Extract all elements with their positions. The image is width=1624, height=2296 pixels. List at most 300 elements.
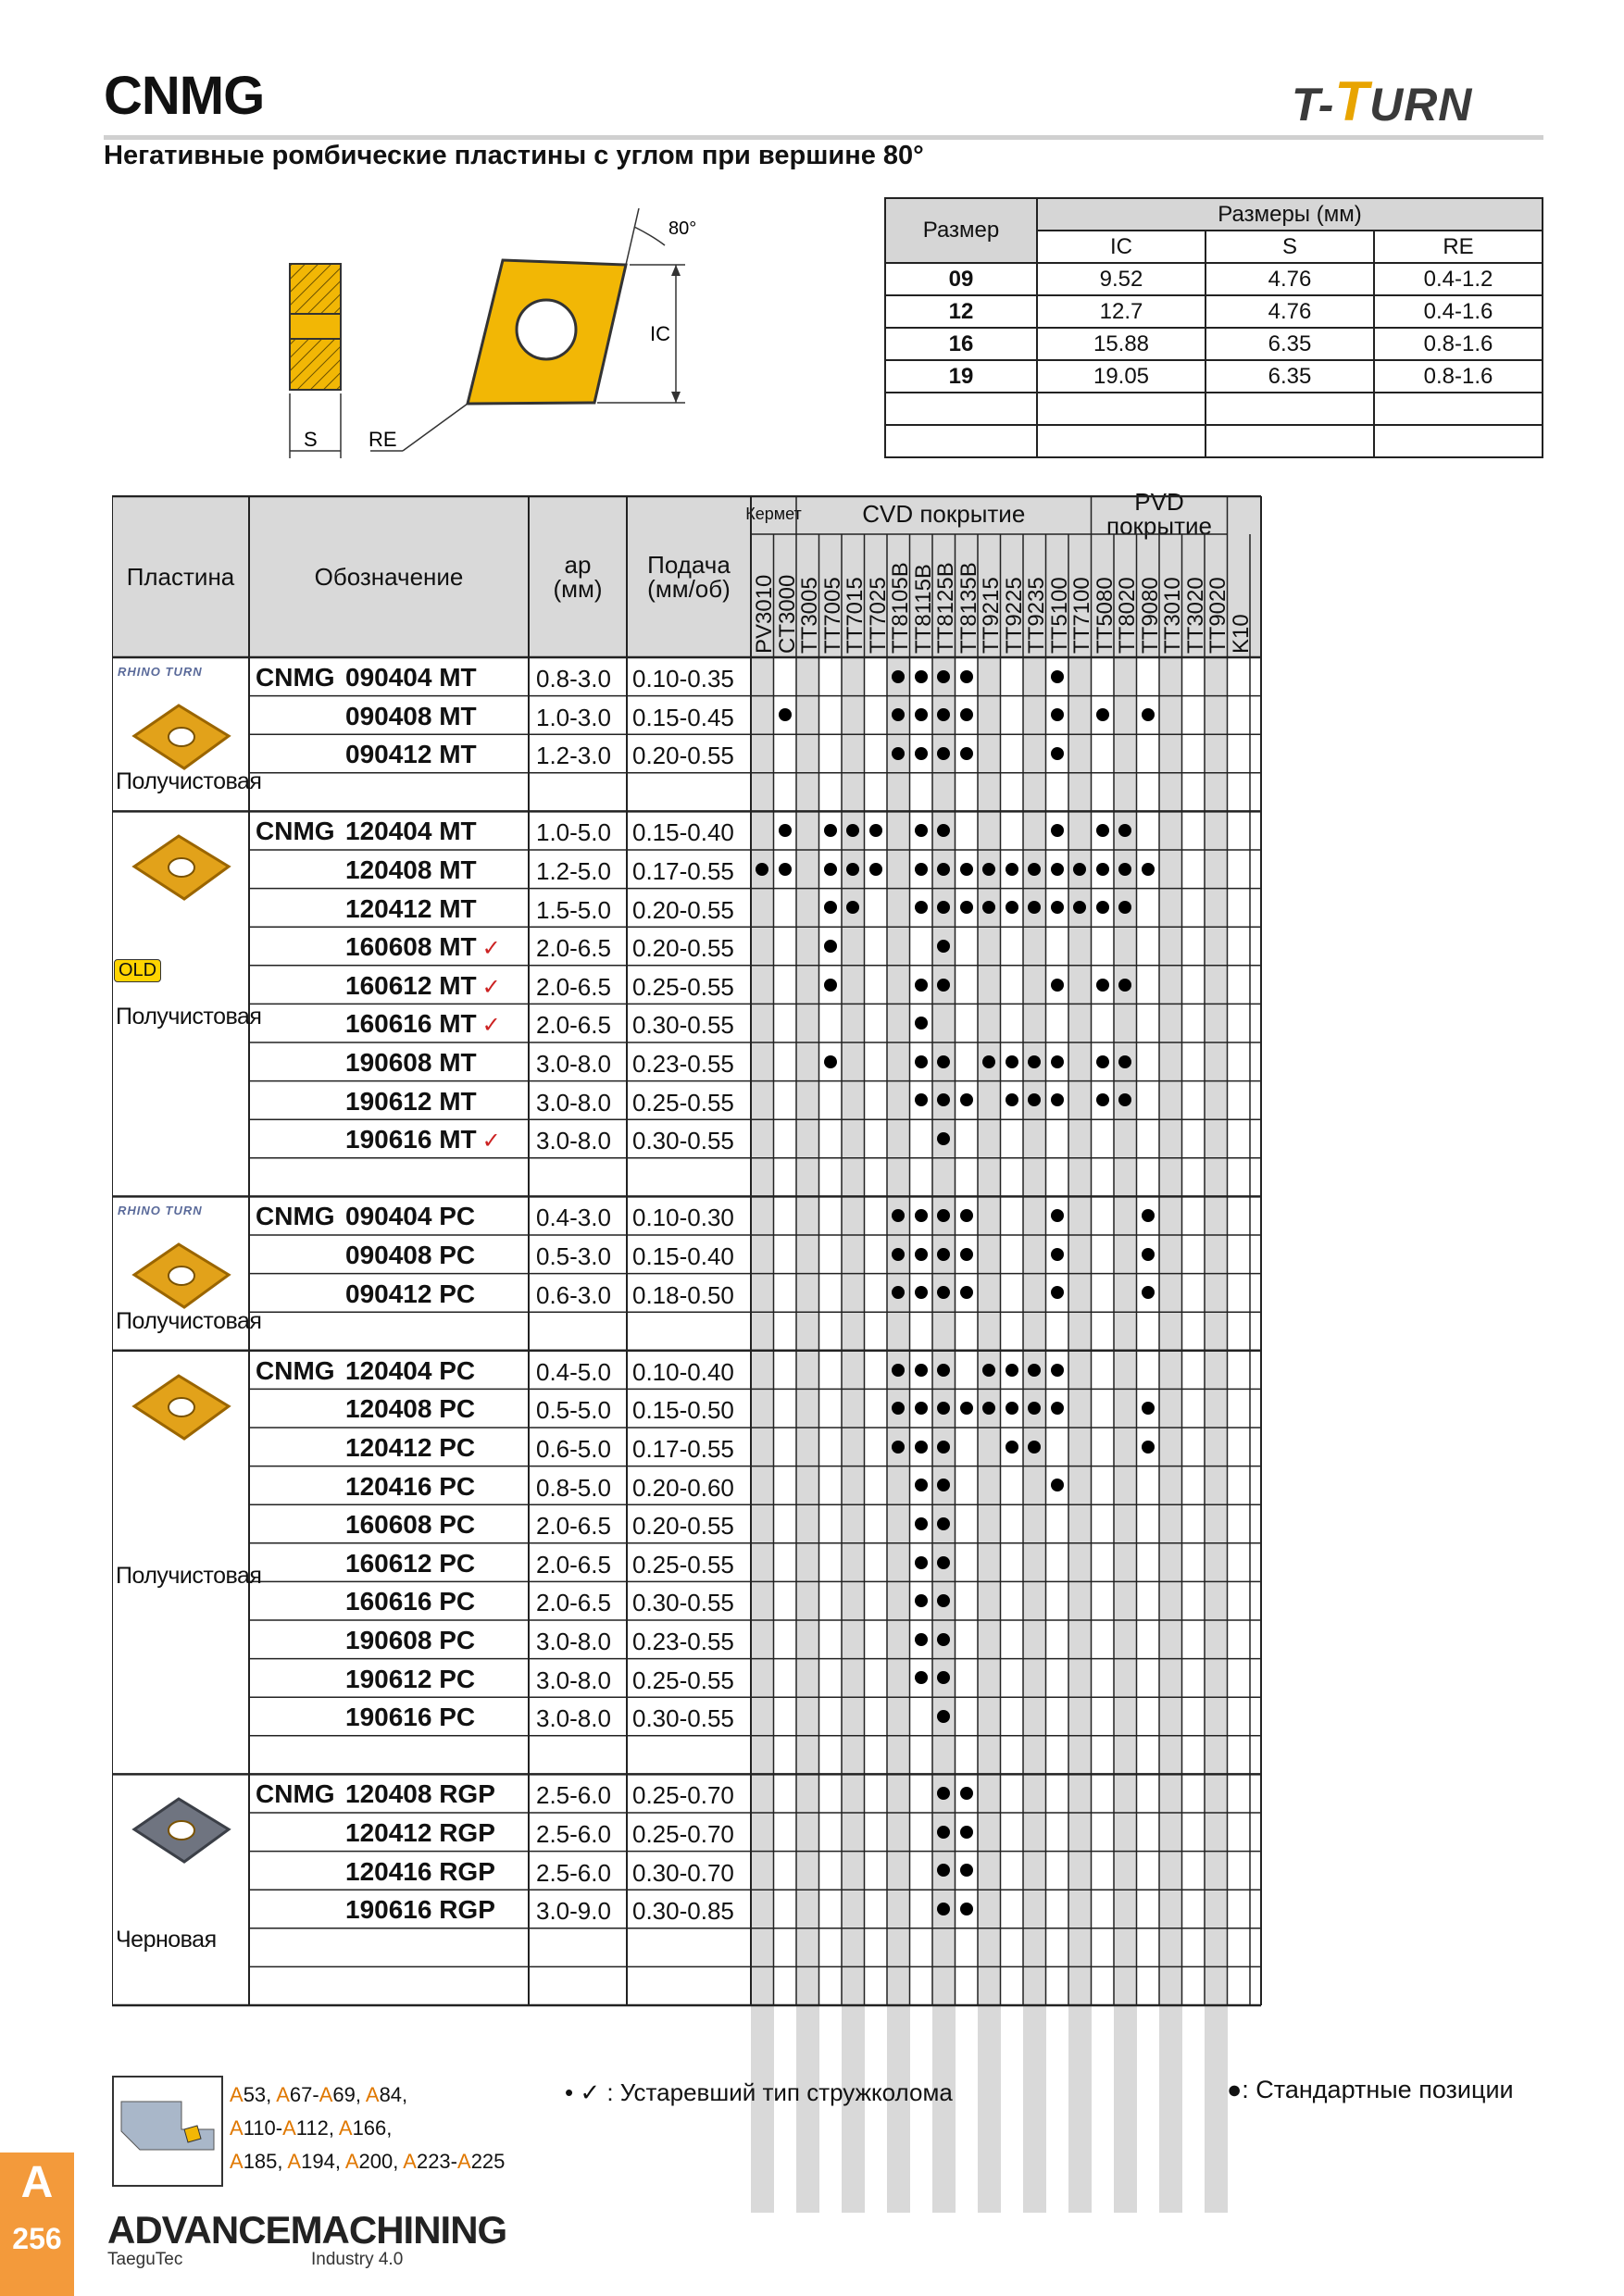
availability-dot (1142, 1402, 1155, 1415)
ap-value: 2.5-6.0 (536, 1781, 611, 1810)
old-badge: OLD (114, 959, 161, 982)
insert-code (345, 1087, 477, 1117)
ref-letter[interactable]: A (365, 2083, 380, 2106)
group-pvd-header: PVD покрытие (1106, 488, 1212, 540)
dim-value (1374, 425, 1543, 457)
side-view-hole (290, 314, 341, 339)
ic-label: IC (650, 322, 670, 345)
availability-dot (1006, 1055, 1018, 1068)
availability-dot (1051, 747, 1064, 760)
insert-code-text: 090408 MT (345, 701, 477, 730)
grade-tt8135b: TT8135B (956, 562, 981, 654)
ref-letter[interactable]: A (230, 2083, 244, 2106)
ap-value: 2.0-6.5 (536, 1550, 611, 1578)
insert-code-text: 190612 MT (345, 1086, 477, 1116)
logo-part-2: T (1334, 70, 1370, 132)
ref-separator: , (334, 2150, 345, 2173)
code-prefix: CNMG (256, 1779, 335, 1809)
ref-page[interactable]: 110 (243, 2116, 276, 2140)
insert-code (345, 1433, 475, 1463)
availability-dot (915, 747, 928, 760)
ap-value: 0.4-5.0 (536, 1357, 611, 1386)
dim-value (1206, 425, 1374, 457)
availability-dot (1051, 1055, 1064, 1068)
ref-separator: - (275, 2116, 283, 2140)
grade-tt8105b: TT8105B (888, 562, 913, 654)
insert-code (345, 817, 477, 846)
insert-code-text: 190612 PC (345, 1664, 476, 1693)
availability-dot (1142, 1209, 1155, 1222)
grade-ct3000: CT3000 (774, 574, 800, 654)
insert-code (345, 932, 501, 962)
insert-code (345, 1779, 495, 1809)
dim-value: 15.88 (1037, 328, 1206, 360)
insert-image (116, 1788, 245, 1899)
availability-dot (1142, 863, 1155, 876)
insert-code (345, 1472, 475, 1502)
angle-label: 80° (668, 218, 697, 239)
feed-value: 0.30-0.55 (632, 1704, 734, 1733)
ap-value: 2.5-6.0 (536, 1820, 611, 1848)
ref-page[interactable]: 166 (352, 2116, 387, 2140)
group-cermet-header: Кермет (745, 505, 802, 523)
page-title: CNMG (104, 66, 265, 126)
ap-value: 0.8-5.0 (536, 1473, 611, 1502)
availability-dot (779, 863, 792, 876)
ap-value: 3.0-8.0 (536, 1050, 611, 1078)
dim-size (885, 425, 1037, 457)
col-insert-header: Пластина (126, 562, 235, 591)
insert-code (345, 1125, 501, 1154)
availability-dot (824, 940, 837, 953)
obsolete-check-icon: ✓ (481, 1129, 501, 1154)
availability-dot (779, 824, 792, 837)
grade-tt9020: TT9020 (1206, 577, 1230, 654)
availability-dot (960, 1826, 973, 1839)
insert-code-text: 120416 RGP (345, 1856, 495, 1886)
feed-value: 0.30-0.85 (632, 1897, 734, 1926)
brand-sub-left: TaeguTec (107, 2250, 183, 2269)
availability-dot (915, 1248, 928, 1261)
insert-code (345, 1356, 475, 1386)
ref-line (230, 2145, 505, 2178)
availability-dot (960, 670, 973, 683)
insert-code-text: 190616 PC (345, 1703, 476, 1732)
ap-value: 1.0-3.0 (536, 703, 611, 731)
ref-separator: , (355, 2083, 366, 2106)
grade-tt3005: TT3005 (797, 577, 822, 654)
feed-value: 0.30-0.55 (632, 1589, 734, 1617)
feed-value: 0.25-0.70 (632, 1781, 734, 1810)
availability-dot (915, 1441, 928, 1454)
availability-dot (937, 1633, 950, 1646)
availability-dot (1051, 1402, 1064, 1415)
availability-dot (1028, 1364, 1041, 1377)
insert-code (345, 1279, 475, 1309)
feed-value: 0.25-0.55 (632, 1550, 734, 1578)
availability-dot (982, 863, 995, 876)
availability-dot (1028, 1055, 1041, 1068)
feed-value: 0.15-0.50 (632, 1396, 734, 1425)
availability-dot (1142, 1248, 1155, 1261)
grade-tt3010: TT3010 (1160, 577, 1185, 654)
availability-dot (1051, 863, 1064, 876)
grade-tt8125b: TT8125B (933, 562, 958, 654)
insert-code-text: 160612 MT (345, 970, 477, 1000)
section-letter: A (20, 2158, 54, 2207)
feed-value: 0.23-0.55 (632, 1628, 734, 1655)
ref-separator: - (450, 2150, 457, 2173)
feed-value: 0.10-0.30 (632, 1204, 734, 1232)
col-re: RE (1374, 231, 1543, 263)
feed-value: 0.20-0.55 (632, 895, 734, 924)
dim-value: 19.05 (1037, 360, 1206, 393)
dim-value: 9.52 (1037, 263, 1206, 295)
ref-separator: , (402, 2083, 408, 2106)
ref-letter[interactable]: A (287, 2150, 302, 2173)
ap-value: 3.0-9.0 (536, 1897, 611, 1926)
dim-value: 12.7 (1037, 295, 1206, 328)
dim-size: 16 (885, 328, 1037, 360)
grade-tt7005: TT7005 (819, 577, 845, 654)
availability-dot (846, 863, 859, 876)
ap-value: 2.0-6.5 (536, 1011, 611, 1040)
availability-dot (1142, 1441, 1155, 1454)
insert-code-text: 190608 MT (345, 1048, 477, 1077)
ref-page[interactable]: 53 (243, 2083, 267, 2106)
feed-value: 0.10-0.35 (632, 665, 734, 693)
col-designation-header: Обозначение (314, 562, 464, 591)
grade-tt8020: TT8020 (1115, 577, 1140, 654)
col-s: S (1206, 231, 1374, 263)
availability-dot (937, 1556, 950, 1569)
feed-value: 0.23-0.55 (632, 1050, 734, 1078)
availability-dot (915, 863, 928, 876)
insert-code (345, 1241, 475, 1270)
insert-code-text: 090412 MT (345, 740, 477, 769)
insert-hole (517, 300, 576, 359)
rhino-turn-logo: RHINO TURN (118, 1204, 203, 1218)
insert-code (345, 1665, 475, 1694)
insert-code-text: 190616 MT (345, 1125, 477, 1154)
ref-separator: , (393, 2150, 404, 2173)
advance-machining-logo: ADVANCEMACHINING (107, 2208, 507, 2252)
insert-code (345, 1394, 475, 1424)
insert-code-text: 120412 PC (345, 1433, 476, 1462)
availability-dot (1006, 1441, 1018, 1454)
ap-value: 0.5-5.0 (536, 1396, 611, 1425)
availability-dot (1073, 863, 1086, 876)
availability-dot (892, 670, 905, 683)
grade-tt9235: TT9235 (1024, 577, 1049, 654)
ref-page[interactable]: 200 (358, 2150, 394, 2173)
insert-code (345, 1048, 477, 1078)
insert-code (345, 663, 477, 693)
dim-value: 0.8-1.6 (1374, 360, 1543, 393)
availability-dot (915, 670, 928, 683)
insert-code-text: 090408 PC (345, 1241, 476, 1269)
logo-part-3: URN (1369, 79, 1473, 131)
col-feed-header: Подача (мм/об) (647, 550, 731, 603)
feed-value: 0.30-0.70 (632, 1858, 734, 1887)
ref-separator: , (386, 2116, 393, 2140)
ap-value: 1.0-5.0 (536, 818, 611, 847)
availability-dot (982, 1055, 995, 1068)
availability-dot (915, 1402, 928, 1415)
ref-letter[interactable]: A (230, 2116, 244, 2140)
ref-line (230, 2112, 505, 2145)
dim-value (1037, 425, 1206, 457)
ref-page[interactable]: 185 (243, 2150, 278, 2173)
dim-row (885, 393, 1543, 425)
ref-letter[interactable]: A (319, 2083, 333, 2106)
ap-value: 2.0-6.5 (536, 934, 611, 963)
availability-dot (824, 1055, 837, 1068)
insert-code-text: 120408 MT (345, 855, 477, 884)
code-prefix: CNMG (256, 1202, 335, 1231)
availability-dot (1096, 1055, 1109, 1068)
insert-code-text: 120408 RGP (345, 1779, 495, 1809)
availability-dot (824, 979, 837, 992)
availability-dot (1118, 1055, 1131, 1068)
machining-type-label: Черновая (116, 1927, 217, 1953)
feed-value: 0.20-0.55 (632, 742, 734, 770)
ref-page[interactable]: 194 (301, 2150, 335, 2173)
availability-dot (937, 863, 950, 876)
ref-page[interactable]: 69 (332, 2083, 356, 2106)
availability-dot (960, 1402, 973, 1415)
insert-grid (112, 488, 1543, 2069)
dim-row (885, 360, 1543, 393)
insert-code (345, 740, 477, 769)
insert-code-text: 120412 MT (345, 893, 477, 923)
feed-value: 0.20-0.55 (632, 934, 734, 963)
ap-value: 0.8-3.0 (536, 665, 611, 693)
ap-value: 0.6-5.0 (536, 1435, 611, 1463)
availability-dot (824, 863, 837, 876)
header-rule (104, 135, 1543, 140)
ap-value: 3.0-8.0 (536, 1088, 611, 1117)
grade-tt5100: TT5100 (1046, 577, 1072, 654)
ref-page[interactable]: 67 (289, 2083, 313, 2106)
dim-value: 6.35 (1206, 360, 1374, 393)
feed-value: 0.17-0.55 (632, 1435, 734, 1463)
insert-code (345, 1895, 495, 1925)
dimensions-table (884, 197, 1543, 458)
ref-letter[interactable]: A (338, 2116, 353, 2140)
toolholder-thumbnail (112, 2076, 223, 2187)
ref-letter[interactable]: A (344, 2150, 359, 2173)
availability-dot (915, 979, 928, 992)
feed-value: 0.25-0.55 (632, 1666, 734, 1694)
obsolete-check-icon: ✓ (481, 1013, 501, 1039)
insert-drawing (269, 208, 713, 477)
availability-dot (937, 1055, 950, 1068)
insert-code-text: 120404 PC (345, 1355, 476, 1385)
code-prefix: CNMG (256, 817, 335, 846)
insert-code (345, 1587, 475, 1616)
ap-value: 0.6-3.0 (536, 1280, 611, 1309)
insert-code (345, 1510, 475, 1540)
insert-code (345, 1857, 495, 1887)
tturn-logo (1292, 69, 1472, 133)
ref-letter[interactable]: A (457, 2150, 471, 2173)
availability-dot (960, 1903, 973, 1915)
availability-dot (960, 747, 973, 760)
grade-tt3020: TT3020 (1182, 577, 1208, 654)
dim-size: 12 (885, 295, 1037, 328)
page-references (230, 2078, 505, 2178)
ref-separator: - (312, 2083, 319, 2106)
size-header: Размер (885, 198, 1037, 263)
grade-tt7015: TT7015 (843, 577, 868, 654)
feed-value: 0.30-0.55 (632, 1011, 734, 1040)
insert-code (345, 971, 501, 1001)
dim-value (1374, 393, 1543, 425)
feed-value: 0.15-0.40 (632, 1242, 734, 1270)
availability-dot (1051, 979, 1064, 992)
insert-code-text: 120408 PC (345, 1394, 476, 1424)
insert-code (345, 702, 477, 731)
re-label: RE (369, 428, 397, 451)
obsolete-check-icon: ✓ (481, 936, 501, 962)
col-ic: IC (1037, 231, 1206, 263)
legend-standard: ●: Стандартные позиции (1227, 2076, 1514, 2103)
ref-letter[interactable]: A (276, 2083, 290, 2106)
availability-dot (1118, 863, 1131, 876)
insert-code (345, 894, 477, 924)
feed-value: 0.20-0.55 (632, 1512, 734, 1541)
legend-obsolete: • ✓ : Устаревший тип стружколома (565, 2078, 953, 2106)
s-label: S (304, 428, 318, 451)
availability-dot (937, 979, 950, 992)
feed-value: 0.15-0.40 (632, 818, 734, 847)
insert-code (345, 1626, 475, 1655)
availability-dot (1051, 1248, 1064, 1261)
grade-tt7100: TT7100 (1069, 577, 1094, 654)
ref-letter[interactable]: A (282, 2116, 296, 2140)
insert-image (116, 1365, 245, 1476)
feed-value: 0.30-0.55 (632, 1127, 734, 1155)
ap-value: 2.5-6.0 (536, 1858, 611, 1887)
machining-type-label: Получистовая (116, 768, 262, 795)
availability-dot (892, 1248, 905, 1261)
insert-code (345, 1202, 475, 1231)
ref-page[interactable]: 225 (470, 2150, 506, 2173)
availability-dot (1006, 863, 1018, 876)
insert-code-text: 160608 MT (345, 932, 477, 962)
availability-dot (1006, 1402, 1018, 1415)
ap-value: 3.0-8.0 (536, 1666, 611, 1694)
ap-value: 2.0-6.5 (536, 1589, 611, 1617)
feed-value: 0.25-0.55 (632, 972, 734, 1001)
availability-dot (1051, 1364, 1064, 1377)
insert-code-text: 120404 MT (345, 817, 477, 846)
dim-size: 19 (885, 360, 1037, 393)
ref-line (230, 2078, 505, 2112)
availability-dot (960, 1787, 973, 1800)
ref-letter[interactable]: A (403, 2150, 417, 2173)
dim-value (1037, 393, 1206, 425)
ref-page[interactable]: 112 (295, 2116, 329, 2140)
dim-value (1206, 393, 1374, 425)
side-view-bottom (290, 339, 341, 390)
availability-dot (1096, 824, 1109, 837)
ap-value: 2.0-6.5 (536, 1512, 611, 1541)
availability-dot (915, 1017, 928, 1029)
ref-letter[interactable]: A (230, 2150, 244, 2173)
grade-tt9225: TT9225 (1001, 577, 1027, 654)
insert-code (345, 1549, 475, 1578)
ap-value: 3.0-8.0 (536, 1704, 611, 1733)
insert-code-text: 090412 PC (345, 1279, 476, 1308)
feed-value: 0.25-0.55 (632, 1088, 734, 1117)
availability-dot (869, 824, 882, 837)
ap-value: 1.5-5.0 (536, 895, 611, 924)
availability-dot (937, 670, 950, 683)
availability-dot (1051, 670, 1064, 683)
feed-value: 0.17-0.55 (632, 857, 734, 885)
availability-dot (915, 1594, 928, 1607)
insert-code-text: 190616 RGP (345, 1895, 495, 1925)
insert-code (345, 855, 477, 885)
availability-dot (1118, 979, 1131, 992)
insert-code-text: 160608 PC (345, 1510, 476, 1540)
ref-page[interactable]: 84 (379, 2083, 403, 2106)
dim-row (885, 295, 1543, 328)
availability-dot (960, 1248, 973, 1261)
machining-type-label: Получистовая (116, 1004, 262, 1030)
availability-dot (892, 1441, 905, 1454)
dim-size: 09 (885, 263, 1037, 295)
machining-type-label: Получистовая (116, 1562, 262, 1589)
dim-value: 4.76 (1206, 295, 1374, 328)
availability-dot (960, 863, 973, 876)
dims-header: Размеры (мм) (1037, 198, 1543, 231)
code-prefix: CNMG (256, 1355, 335, 1385)
ref-page[interactable]: 223 (416, 2150, 451, 2173)
ref-separator: , (277, 2150, 288, 2173)
availability-dot (1051, 824, 1064, 837)
availability-dot (937, 1826, 950, 1839)
insert-code (345, 1703, 475, 1732)
availability-dot (915, 1055, 928, 1068)
group-cvd-header: CVD покрытие (862, 500, 1026, 528)
availability-dot (915, 1209, 928, 1222)
dim-row (885, 263, 1543, 295)
insert-code-text: 120416 PC (345, 1471, 476, 1501)
availability-dot (1028, 1441, 1041, 1454)
availability-dot (1006, 1364, 1018, 1377)
rhino-turn-logo: RHINO TURN (118, 665, 203, 679)
side-view-top (290, 264, 341, 314)
availability-dot (1028, 863, 1041, 876)
ap-value: 0.5-3.0 (536, 1242, 611, 1270)
availability-dot (982, 1364, 995, 1377)
insert-image (116, 825, 245, 936)
availability-dot (756, 863, 768, 876)
insert-code-text: 090404 MT (345, 663, 477, 692)
logo-part-1: T- (1292, 79, 1335, 131)
ap-value: 3.0-8.0 (536, 1628, 611, 1655)
col-ap-header: ap (мм) (553, 550, 603, 603)
insert-code-text: 160616 PC (345, 1587, 476, 1616)
grade-pv3010: PV3010 (752, 574, 777, 654)
dim-size (885, 393, 1037, 425)
ref-separator: , (328, 2116, 339, 2140)
availability-dot (892, 1364, 905, 1377)
insert-code-text: 120412 RGP (345, 1818, 495, 1847)
